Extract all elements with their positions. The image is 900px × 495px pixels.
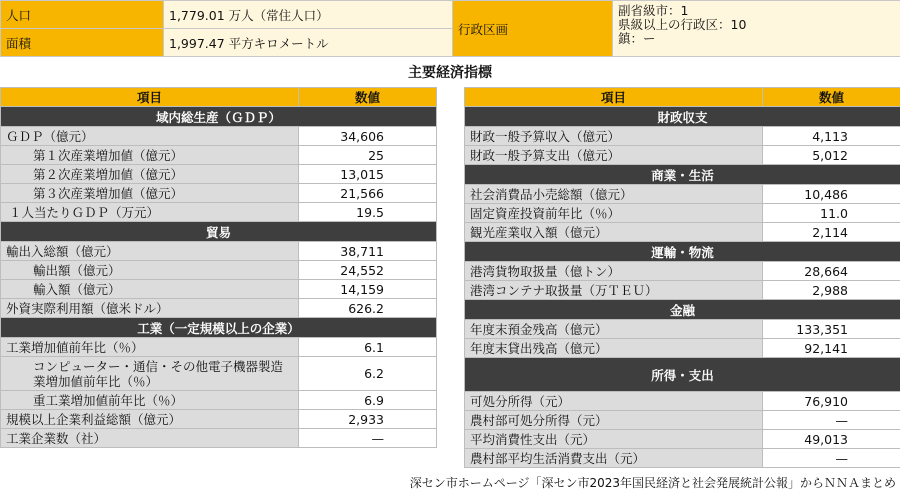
row-value: — [763,411,900,430]
row-value: 2,933 [299,410,437,429]
table-row [465,339,900,358]
table-row [1,146,437,165]
row-value: — [299,429,437,448]
section-commerce: 商業・生活 [465,165,900,185]
row-value: 13,015 [299,165,437,184]
row-label: 年度末貸出残高（億元） [465,339,763,358]
row-value: 25 [299,146,437,165]
row-label: 固定資産投資前年比（％） [465,204,763,223]
row-value: 11.0 [763,204,900,223]
row-value: 34,606 [299,127,437,146]
right-header-value: 数値 [763,88,900,107]
row-label: 農村部平均生活消費支出（元） [465,449,763,468]
row-label: 規模以上企業利益総額（億元） [1,410,299,429]
section-gdp: 域内総生産（ＧＤＰ） [1,107,437,127]
row-value: 10,486 [763,185,900,204]
table-row [465,127,900,146]
row-value: 2,988 [763,281,900,300]
row-value: 92,141 [763,339,900,358]
row-label: 第２次産業増加値（億元） [1,165,299,184]
table-row [465,449,900,468]
row-label: 第１次産業増加値（億元） [1,146,299,165]
row-label: 第３次産業増加値（億元） [1,184,299,203]
row-value: — [763,449,900,468]
table-row [465,204,900,223]
row-label: 農村部可処分所得（元） [465,411,763,430]
table-row [465,430,900,449]
left-header-value: 数値 [299,88,437,107]
row-value: 4,113 [763,127,900,146]
source-note: 深セン市ホームページ「深セン市2023年国民経済と社会発展統計公報」からＮＮＡまとめ [409,476,896,490]
row-value: 76,910 [763,392,900,411]
row-value: 21,566 [299,184,437,203]
table-row [1,242,437,261]
section-trade: 貿易 [1,222,437,242]
admin-label: 行政区画 [453,1,613,57]
row-label: 社会消費品小売総額（億元） [465,185,763,204]
table-row [1,184,437,203]
row-label: ＧＤＰ（億元） [1,127,299,146]
admin-value [613,1,900,57]
row-label: 港湾コンテナ取扱量（万ＴＥＵ） [465,281,763,300]
table-row [465,185,900,204]
table-row [465,392,900,411]
right-indicator-table [464,87,900,468]
admin-line-1: 副省級市：1 [618,3,689,18]
row-value: 2,114 [763,223,900,242]
row-value: 133,351 [763,320,900,339]
table-row [1,357,437,391]
table-row [1,338,437,357]
table-row [1,429,437,448]
section-fiscal: 財政収支 [465,107,900,127]
row-label: コンピューター・通信・その他電子機器製造業増加値前年比（％） [1,357,299,391]
table-row [465,146,900,165]
row-label: 平均消費性支出（元） [465,430,763,449]
row-value: 24,552 [299,261,437,280]
row-value: 28,664 [763,262,900,281]
row-label: 輸入額（億元） [1,280,299,299]
table-row [1,280,437,299]
row-value: 6.9 [299,391,437,410]
row-label: 財政一般予算支出（億元） [465,146,763,165]
row-label: 年度末預金残高（億元） [465,320,763,339]
table-row [1,391,437,410]
area-label: 面積 [1,29,164,57]
table-row [1,165,437,184]
overview-table [0,0,900,57]
table-row [465,262,900,281]
population-value: 1,779.01 万人（常住人口） [164,1,453,29]
row-label: 工業増加値前年比（％） [1,338,299,357]
table-row [465,223,900,242]
section-income: 所得・支出 [465,358,900,392]
row-label: 輸出入総額（億元） [1,242,299,261]
row-label: 輸出額（億元） [1,261,299,280]
row-value: 19.5 [299,203,437,222]
population-label: 人口 [1,1,164,29]
table-row [1,127,437,146]
right-header-item: 項目 [465,88,763,107]
table-row [1,299,437,318]
section-transport: 運輸・物流 [465,242,900,262]
area-value: 1,997.47 平方キロメートル [164,29,453,57]
row-value: 49,013 [763,430,900,449]
row-label: 港湾貨物取扱量（億トン） [465,262,763,281]
row-value: 626.2 [299,299,437,318]
table-row [1,261,437,280]
table-row [465,320,900,339]
table-row [1,203,437,222]
row-label: 工業企業数（社） [1,429,299,448]
row-label: 可処分所得（元） [465,392,763,411]
left-indicator-table [0,87,437,448]
admin-line-3: 鎮：ー [618,31,656,46]
row-label: 外資実際利用額（億米ドル） [1,299,299,318]
admin-line-2: 県級以上の行政区：10 [618,17,747,32]
table-row [1,410,437,429]
section-title: 主要経済指標 [408,65,492,81]
row-value: 14,159 [299,280,437,299]
table-row [465,411,900,430]
row-value: 38,711 [299,242,437,261]
row-label: 財政一般予算収入（億元） [465,127,763,146]
row-value: 6.2 [299,357,437,391]
row-value: 6.1 [299,338,437,357]
row-label: 重工業増加値前年比（％） [1,391,299,410]
row-value: 5,012 [763,146,900,165]
section-industry: 工業（一定規模以上の企業） [1,318,437,338]
row-label: １人当たりＧＤＰ（万元） [1,203,299,222]
table-row [465,281,900,300]
section-finance: 金融 [465,300,900,320]
left-header-item: 項目 [1,88,299,107]
row-label: 観光産業収入額（億元） [465,223,763,242]
